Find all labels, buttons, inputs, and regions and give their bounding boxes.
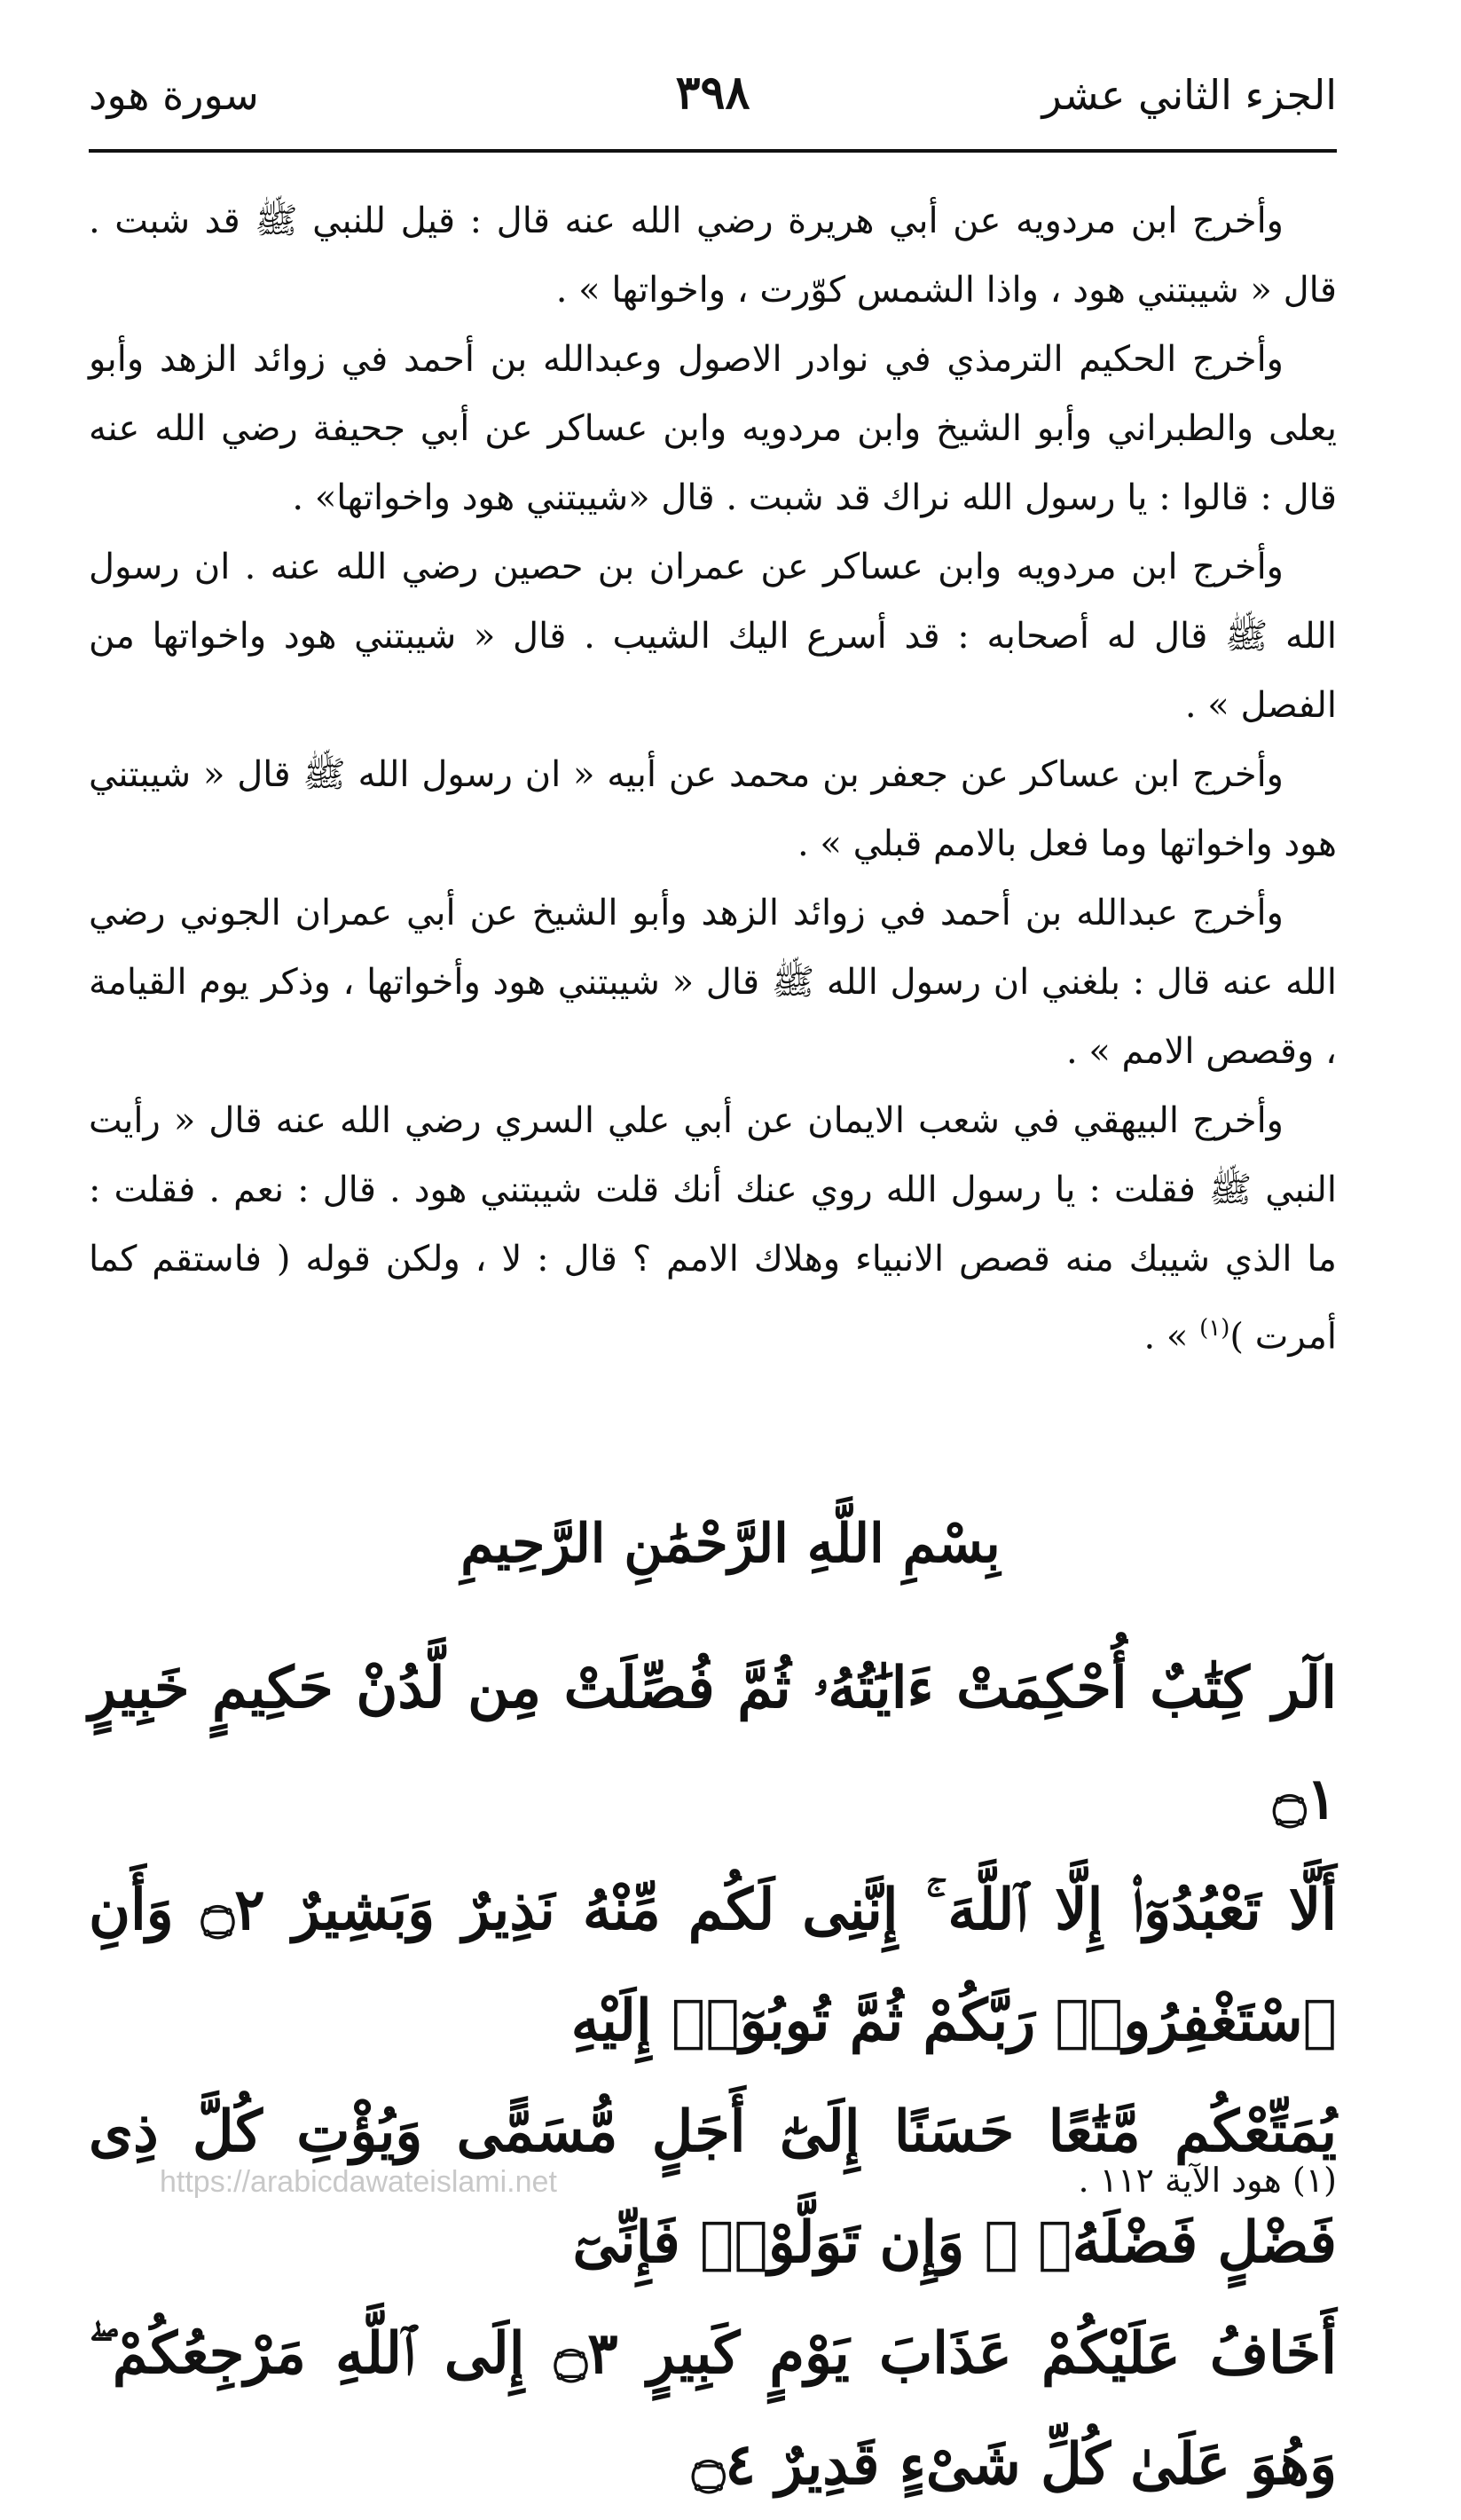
paragraph-tail: » . (1143, 1316, 1200, 1358)
page-header (89, 62, 1337, 142)
quran-line: أَلَّا تَعْبُدُوٓا۟ إِلَّا ٱللَّهَ ۚ إِنَّنِى لَكُم مِّنْهُ نَذِيرٌ وَبَشِيرٌ ۝٢ وَأَنِ ٱسْتَغْفِرُوا۟ رَبَّكُمْ ثُمَّ تُوبُوٓا۟ إِلَيْهِ (89, 1877, 1338, 2054)
paragraph: وأخرج عبدالله بن أحمد في زوائد الزهد وأبو الشيخ عن أبي عمران الجوني رضي الله عنه قال : بلغني ان رسول الله ﷺ قال « شيبتني هود وأخواتها ، وذكر يوم القيامة ، وقصص الامم » . (89, 893, 1337, 1072)
footnote: (١) هود الآية ١١٢ . (1078, 2161, 1337, 2200)
watermark-url: https://arabicdawateislami.net (160, 2165, 557, 2199)
page-number: ٣٩٨ (675, 66, 750, 120)
paragraph: وأخرج ابن مردويه وابن عساكر عن عمران بن حصين رضي الله عنه . ان رسول الله ﷺ قال له أصحابه : قد أسرع اليك الشيب . قال « شيبتني هود واخواتها من الفصل » . (89, 547, 1337, 726)
commentary-text (89, 186, 1337, 1371)
footnote-mark: (١) (1199, 1315, 1230, 1342)
surah-title: سورة هود (89, 71, 259, 119)
paragraph: وأخرج ابن مردويه عن أبي هريرة رضي الله عنه قال : قيل للنبي ﷺ قد شبت . قال « شيبتني هود ، واذا الشمس كوّرت ، واخواتها » . (89, 201, 1337, 311)
header-divider (89, 149, 1337, 153)
paragraph (89, 1086, 1337, 1371)
basmala: بِسْمِ اللَّهِ الرَّحْمَٰنِ الرَّحِيمِ (460, 1513, 1001, 1575)
paragraph: وأخرج ابن عساكر عن جعفر بن محمد عن أبيه « ان رسول الله ﷺ قال « شيبتني هود واخواتها وما فعل بالامم قبلي » . (89, 754, 1337, 864)
paragraph-text: وأخرج البيهقي في شعب الايمان عن أبي علي السري رضي الله عنه قال « رأيت النبي ﷺ فقلت : يا رسول الله روي عنك أنك قلت شيبتني هود . قال : نعم . فقلت : ما الذي شيبك منه قصص الانبياء وهلاك الامم ؟ قال : لا ، ولكن قوله ( فاستقم كما أمرت ) (89, 1100, 1337, 1358)
quran-line: الٓر كِتَٰبٌ أُحْكِمَتْ ءَايَٰتُهُۥ ثُمَّ فُصِّلَتْ مِن لَّدُنْ حَكِيمٍ خَبِيرٍ ۝١ (89, 1655, 1337, 1832)
paragraph: وأخرج الحكيم الترمذي في نوادر الاصول وعبدالله بن أحمد في زوائد الزهد وأبو يعلى والطبراني وأبو الشيخ وابن مردويه وابن عساكر عن أبي جحيفة رضي الله عنه قال : قالوا : يا رسول الله نراك قد شبت . قال «شيبتني هود واخواتها» . (89, 339, 1337, 518)
quran-line: أَخَافُ عَلَيْكُمْ عَذَابَ يَوْمٍ كَبِيرٍ ۝٣ إِلَى ٱللَّهِ مَرْجِعُكُمْ ۖ وَهُوَ عَلَىٰ كُلِّ شَىْءٍ قَدِيرٌ ۝٤ (89, 2320, 1338, 2498)
part-title: الجزء الثاني عشر (1041, 71, 1337, 119)
quran-line: يُمَتِّعْكُم مَّتَٰعًا حَسَنًا إِلَىٰٓ أَجَلٍ مُّسَمًّى وَيُؤْتِ كُلَّ ذِى فَضْلٍ فَضْلَهُۥ ۖ وَإِن تَوَلَّوْا۟ فَإِنِّىٓ (89, 2099, 1337, 2276)
quran-verses (89, 1633, 1337, 2520)
